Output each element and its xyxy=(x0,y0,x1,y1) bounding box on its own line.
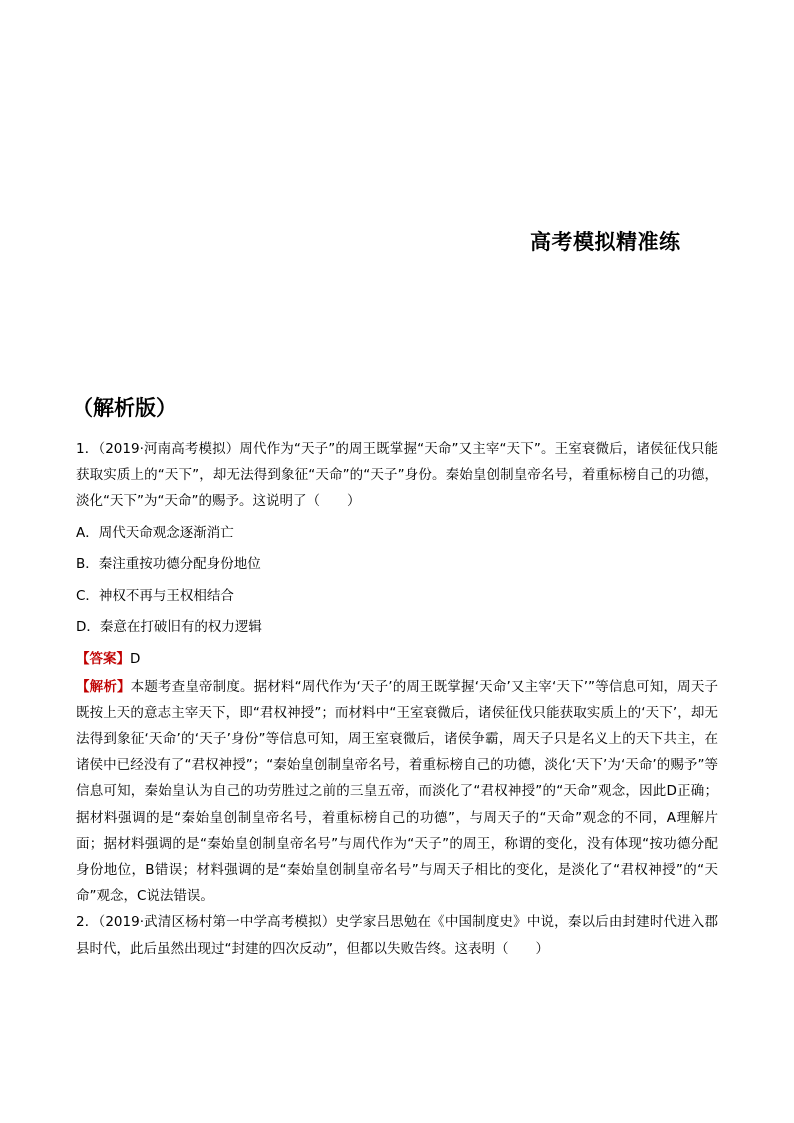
question-1-options xyxy=(76,518,718,644)
question-1-analysis xyxy=(76,674,718,910)
question-1-option-d: D．秦意在打破旧有的权力逻辑 xyxy=(76,619,262,636)
question-1-option-c: C．神权不再与王权相结合 xyxy=(76,587,234,604)
question-1-stem: 1．（2019·河南高考模拟）周代作为“天子”的周王既掌握“天命”又主宰“天下”。王室衰微后，诸侯征伐只能获取实质上的“天下”，却无法得到象征“天命”的“天子”身份。秦始皇创制皇帝名号，着重标榜自己的功德，淡化“天下”为“天命”的赐予。这说明了（ ） xyxy=(76,441,718,510)
document-title: 高考模拟精准练 xyxy=(530,229,681,254)
answer-label: 【答案】 xyxy=(76,650,130,667)
document-subtitle: （解析版） xyxy=(72,395,177,420)
question-2-stem: 2．（2019·武清区杨村第一中学高考模拟）史学家吕思勉在《中国制度史》中说，秦以后由封建时代进入郡县时代，此后虽然出现过“封建的四次反动”，但都以失败告终。这表明（ ） xyxy=(76,914,718,957)
question-1-answer xyxy=(76,644,718,674)
question-1-option-a: A．周代天命观念逐渐消亡 xyxy=(76,524,234,541)
analysis-text: 本题考查皇帝制度。据材料“周代作为‘天子’的周王既掌握‘天命’又主宰‘天下’”等信息可知，周天子既按上天的意志主宰天下，即“君权神授”；而材料中“王室衰微后，诸侯征伐只能获取实质上的‘天下’，却无法得到象征‘天命’的‘天子’身份”等信息可知，周王室衰微后，诸侯争霸，周天子只是名义上的天下共主，在诸侯中已经没有了“君权神授”；“秦始皇创制皇帝名号，着重标榜自己的功德，淡化‘天下’为‘天命’的赐予”等信息可知，秦始皇认为自己的功劳胜过之前的三皇五帝，而淡化了“君权神授”的“天命”观念，因此D正确；据材料强调的是“秦始皇创制皇帝名号，着重标榜自己的功德”，与周天子的“天命”观念的不同，A理解片面；据材料强调的是“秦始皇创制皇帝名号”与周代作为“天子”的周王，称谓的变化，没有体现“按功德分配身份地位，B错误；材料强调的是“秦始皇创制皇帝名号”与周天子相比的变化，是淡化了“君权神授”的“天命”观念，C说法错误。 xyxy=(76,678,719,905)
analysis-label: 【解析】 xyxy=(76,678,131,695)
question-1-option-b: B．秦注重按功德分配身份地位 xyxy=(76,556,261,573)
answer-value: D xyxy=(130,650,141,667)
document-body xyxy=(76,436,718,962)
